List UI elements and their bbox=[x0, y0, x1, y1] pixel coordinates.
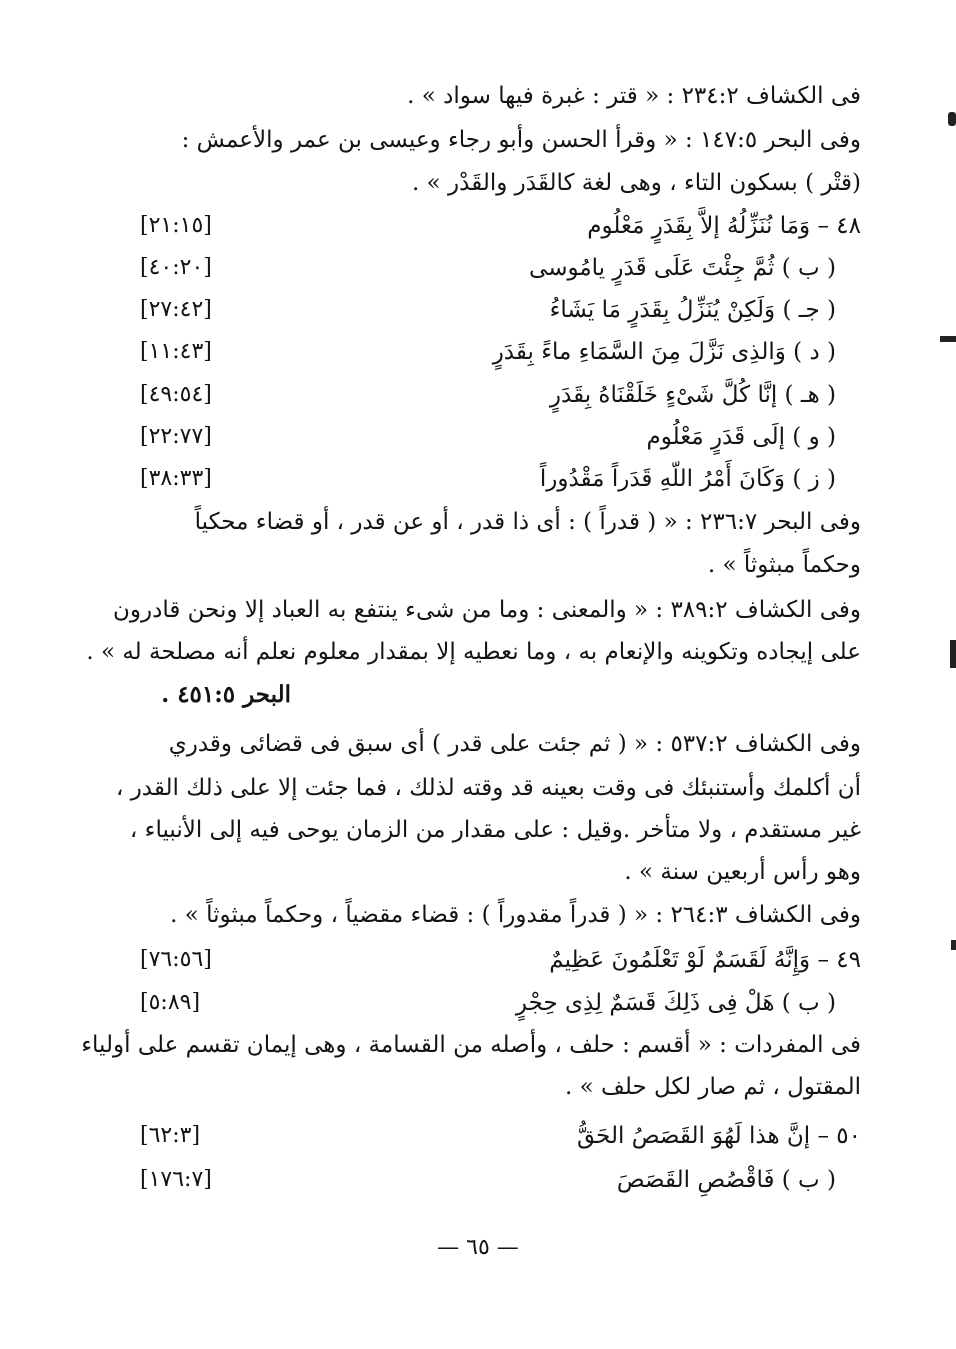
verse-line: ( و ) إلَى قَدَرٍ مَعْلُوم bbox=[646, 424, 836, 450]
verse-line: ( ب ) ثُمَّ جِئْتَ عَلَى قَدَرٍ يامُوسى bbox=[529, 255, 836, 281]
scan-mark bbox=[948, 112, 956, 126]
verse-reference: [٥:٨٩] bbox=[140, 990, 201, 1015]
verse-line: ٤٨ – وَمَا نُنَزِّلُهُ إلاَّ بِقَدَرٍ مَعْلُوم bbox=[587, 213, 861, 239]
verse-reference: [٢٧:٤٢] bbox=[140, 297, 212, 322]
scan-mark bbox=[940, 336, 956, 342]
scan-mark bbox=[950, 640, 956, 668]
verse-reference: [٢٢:٧٧] bbox=[140, 424, 212, 449]
text-line: وفى البحر ١٤٧:٥ : « وقرأ الحسن وأبو رجاء وعيسى بن عمر والأعمش : bbox=[181, 127, 861, 153]
text-line: وفى البحر ٢٣٦:٧ : « ( قدراً ) : أى ذا قدر ، أو عن قدر ، أو قضاء محكياً bbox=[194, 509, 861, 535]
verse-line: ٥٠ – إنَّ هذا لَهُوَ القَصَصُ الحَقُّ bbox=[576, 1123, 861, 1149]
verse-reference: [٤٩:٥٤] bbox=[140, 382, 212, 407]
verse-line: ( ب ) هَلْ فِى ذَلِكَ قَسَمٌ لِذِى حِجْرٍ bbox=[515, 990, 836, 1016]
verse-reference: [١١:٤٣] bbox=[140, 339, 212, 364]
text-line: وهو رأس أربعين سنة » . bbox=[624, 859, 861, 885]
text-line: المقتول ، ثم صار لكل حلف » . bbox=[565, 1074, 861, 1100]
verse-line: ( ز ) وَكَانَ أَمْرُ اللّهِ قَدَراً مَقْدُوراً bbox=[539, 466, 836, 492]
verse-reference: [٦٢:٣] bbox=[140, 1123, 201, 1148]
text-line: وفى الكشاف ٥٣٧:٢ : « ( ثم جئت على قدر ) أى سبق فى قضائى وقدري bbox=[168, 731, 861, 757]
verse-line: ( هـ ) إنَّا كُلَّ شَىْءٍ خَلَقْنَاهُ بِقَدَرٍ bbox=[549, 382, 836, 408]
text-line: فى الكشاف ٢٣٤:٢ : « قتر : غبرة فيها سواد » . bbox=[407, 83, 861, 109]
verse-reference: [٤٠:٢٠] bbox=[140, 255, 212, 280]
text-line: وحكماً مبثوثاً » . bbox=[707, 552, 861, 578]
source-reference: البحر ٤٥١:٥ . bbox=[161, 681, 291, 708]
text-line: أن أكلمك وأستنبئك فى وقت بعينه قد وقته لذلك ، فما جئت إلا على ذلك القدر ، bbox=[115, 775, 861, 801]
verse-reference: [٢١:١٥] bbox=[140, 213, 212, 238]
verse-line: ( جـ ) وَلَكِنْ يُنَزِّلُ بِقَدَرٍ مَا يَشَاءُ bbox=[549, 297, 836, 323]
text-line: فى المفردات : « أقسم : حلف ، وأصله من القسامة ، وهى إيمان تقسم على أولياء bbox=[81, 1032, 861, 1058]
page-number: — ٦٥ — bbox=[437, 1235, 519, 1260]
verse-line: ( ب ) فَاقْصُصِ القَصَصَ bbox=[616, 1167, 836, 1193]
text-line: غير مستقدم ، ولا متأخر .وقيل : على مقدار من الزمان يوحى فيه إلى الأنبياء ، bbox=[129, 817, 861, 843]
verse-reference: [٧٦:٥٦] bbox=[140, 947, 212, 972]
verse-reference: [٣٨:٣٣] bbox=[140, 466, 212, 491]
text-line: وفى الكشاف ٢٦٤:٣ : « ( قدراً مقدوراً ) : قضاء مقضياً ، وحكماً مبثوثاً » . bbox=[170, 902, 861, 928]
text-line: وفى الكشاف ٣٨٩:٢ : « والمعنى : وما من شىء ينتفع به العباد إلا ونحن قادرون bbox=[113, 597, 861, 623]
scan-mark bbox=[951, 940, 956, 950]
text-line: (قتْر ) بسكون التاء ، وهى لغة كالقَدَر والقَدْر » . bbox=[412, 170, 861, 196]
verse-line: ٤٩ – وَإِنَّهُ لَقَسَمٌ لَوْ تَعْلَمُونَ عَظِيمٌ bbox=[549, 947, 861, 973]
text-line: على إيجاده وتكوينه والإنعام به ، وما نعطيه إلا بمقدار معلوم نعلم أنه مصلحة له » . bbox=[86, 639, 861, 665]
verse-reference: [١٧٦:٧] bbox=[140, 1167, 212, 1192]
verse-line: ( د ) وَالذِى نَزَّلَ مِنَ السَّمَاءِ ماءً بِقَدَرٍ bbox=[492, 339, 836, 365]
